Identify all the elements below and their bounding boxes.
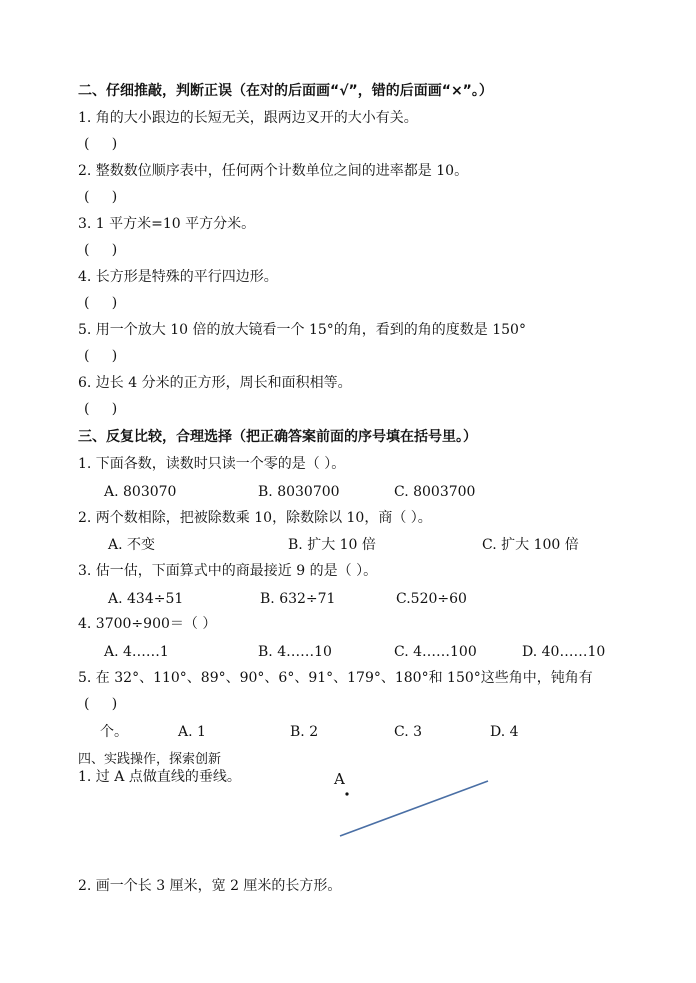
section4-heading: 四、实践操作，探索创新 bbox=[78, 752, 222, 767]
q2-option-c[interactable]: C. 扩大 100 倍 bbox=[482, 537, 579, 553]
answer-blank-2[interactable]: ( ) bbox=[84, 189, 118, 205]
q5-tail-text: 个。 bbox=[100, 724, 128, 740]
q3-option-b[interactable]: B. 632÷71 bbox=[260, 591, 336, 607]
q4-option-b[interactable]: B. 4……10 bbox=[258, 644, 332, 660]
q2-option-b[interactable]: B. 扩大 10 倍 bbox=[288, 537, 376, 553]
choice-question-5: 5. 在 32°、110°、89°、90°、6°、91°、179°、180°和 150°这些角中，钝角有 bbox=[78, 670, 593, 686]
point-a-label: A bbox=[334, 770, 345, 788]
q4-option-a[interactable]: A. 4……1 bbox=[104, 644, 169, 660]
q2-option-a[interactable]: A. 不变 bbox=[108, 537, 156, 553]
q4-option-c[interactable]: C. 4……100 bbox=[394, 644, 477, 660]
judge-item-1: 1. 角的大小跟边的长短无关，跟两边叉开的大小有关。 bbox=[78, 110, 418, 126]
q5-option-a[interactable]: A. 1 bbox=[178, 724, 206, 740]
given-line bbox=[340, 781, 488, 836]
answer-blank-4[interactable]: ( ) bbox=[84, 295, 118, 311]
q3-option-c[interactable]: C.520÷60 bbox=[396, 591, 467, 607]
q5-answer-blank[interactable]: ( ) bbox=[84, 696, 118, 712]
judge-item-6: 6. 边长 4 分米的正方形，周长和面积相等。 bbox=[78, 375, 352, 391]
choice-question-3: 3. 估一估，下面算式中的商最接近 9 的是（ ）。 bbox=[78, 563, 378, 579]
section3-heading: 三、反复比较，合理选择（把正确答案前面的序号填在括号里。） bbox=[78, 429, 477, 445]
judge-item-5: 5. 用一个放大 10 倍的放大镜看一个 15°的角，看到的角的度数是 150° bbox=[78, 322, 526, 338]
judge-item-3: 3. 1 平方米=10 平方分米。 bbox=[78, 216, 256, 232]
choice-question-4: 4. 3700÷900＝（ ） bbox=[78, 616, 217, 632]
practice-question-2: 2. 画一个长 3 厘米，宽 2 厘米的长方形。 bbox=[78, 878, 342, 894]
q1-option-a[interactable]: A. 803070 bbox=[104, 484, 177, 500]
choice-question-2: 2. 两个数相除，把被除数乘 10，除数除以 10，商（ ）。 bbox=[78, 510, 432, 526]
q5-option-b[interactable]: B. 2 bbox=[290, 724, 319, 740]
point-a-dot bbox=[345, 792, 348, 795]
q1-option-b[interactable]: B. 8030700 bbox=[258, 484, 340, 500]
judge-item-4: 4. 长方形是特殊的平行四边形。 bbox=[78, 269, 278, 285]
q5-option-c[interactable]: C. 3 bbox=[394, 724, 423, 740]
choice-question-1: 1. 下面各数，读数时只读一个零的是（ ）。 bbox=[78, 456, 346, 472]
answer-blank-3[interactable]: ( ) bbox=[84, 242, 118, 258]
answer-blank-6[interactable]: ( ) bbox=[84, 401, 118, 417]
q1-option-c[interactable]: C. 8003700 bbox=[394, 484, 476, 500]
section2-heading: 二、仔细推敲，判断正误（在对的后面画“√”，错的后面画“×”。） bbox=[78, 83, 493, 99]
q4-option-d[interactable]: D. 40……10 bbox=[522, 644, 606, 660]
answer-blank-1[interactable]: ( ) bbox=[84, 136, 118, 152]
q5-option-d[interactable]: D. 4 bbox=[490, 724, 519, 740]
q3-option-a[interactable]: A. 434÷51 bbox=[108, 591, 184, 607]
practice-question-1: 1. 过 A 点做直线的垂线。 bbox=[78, 769, 241, 785]
judge-item-2: 2. 整数数位顺序表中，任何两个计数单位之间的进率都是 10。 bbox=[78, 163, 469, 179]
answer-blank-5[interactable]: ( ) bbox=[84, 348, 118, 364]
